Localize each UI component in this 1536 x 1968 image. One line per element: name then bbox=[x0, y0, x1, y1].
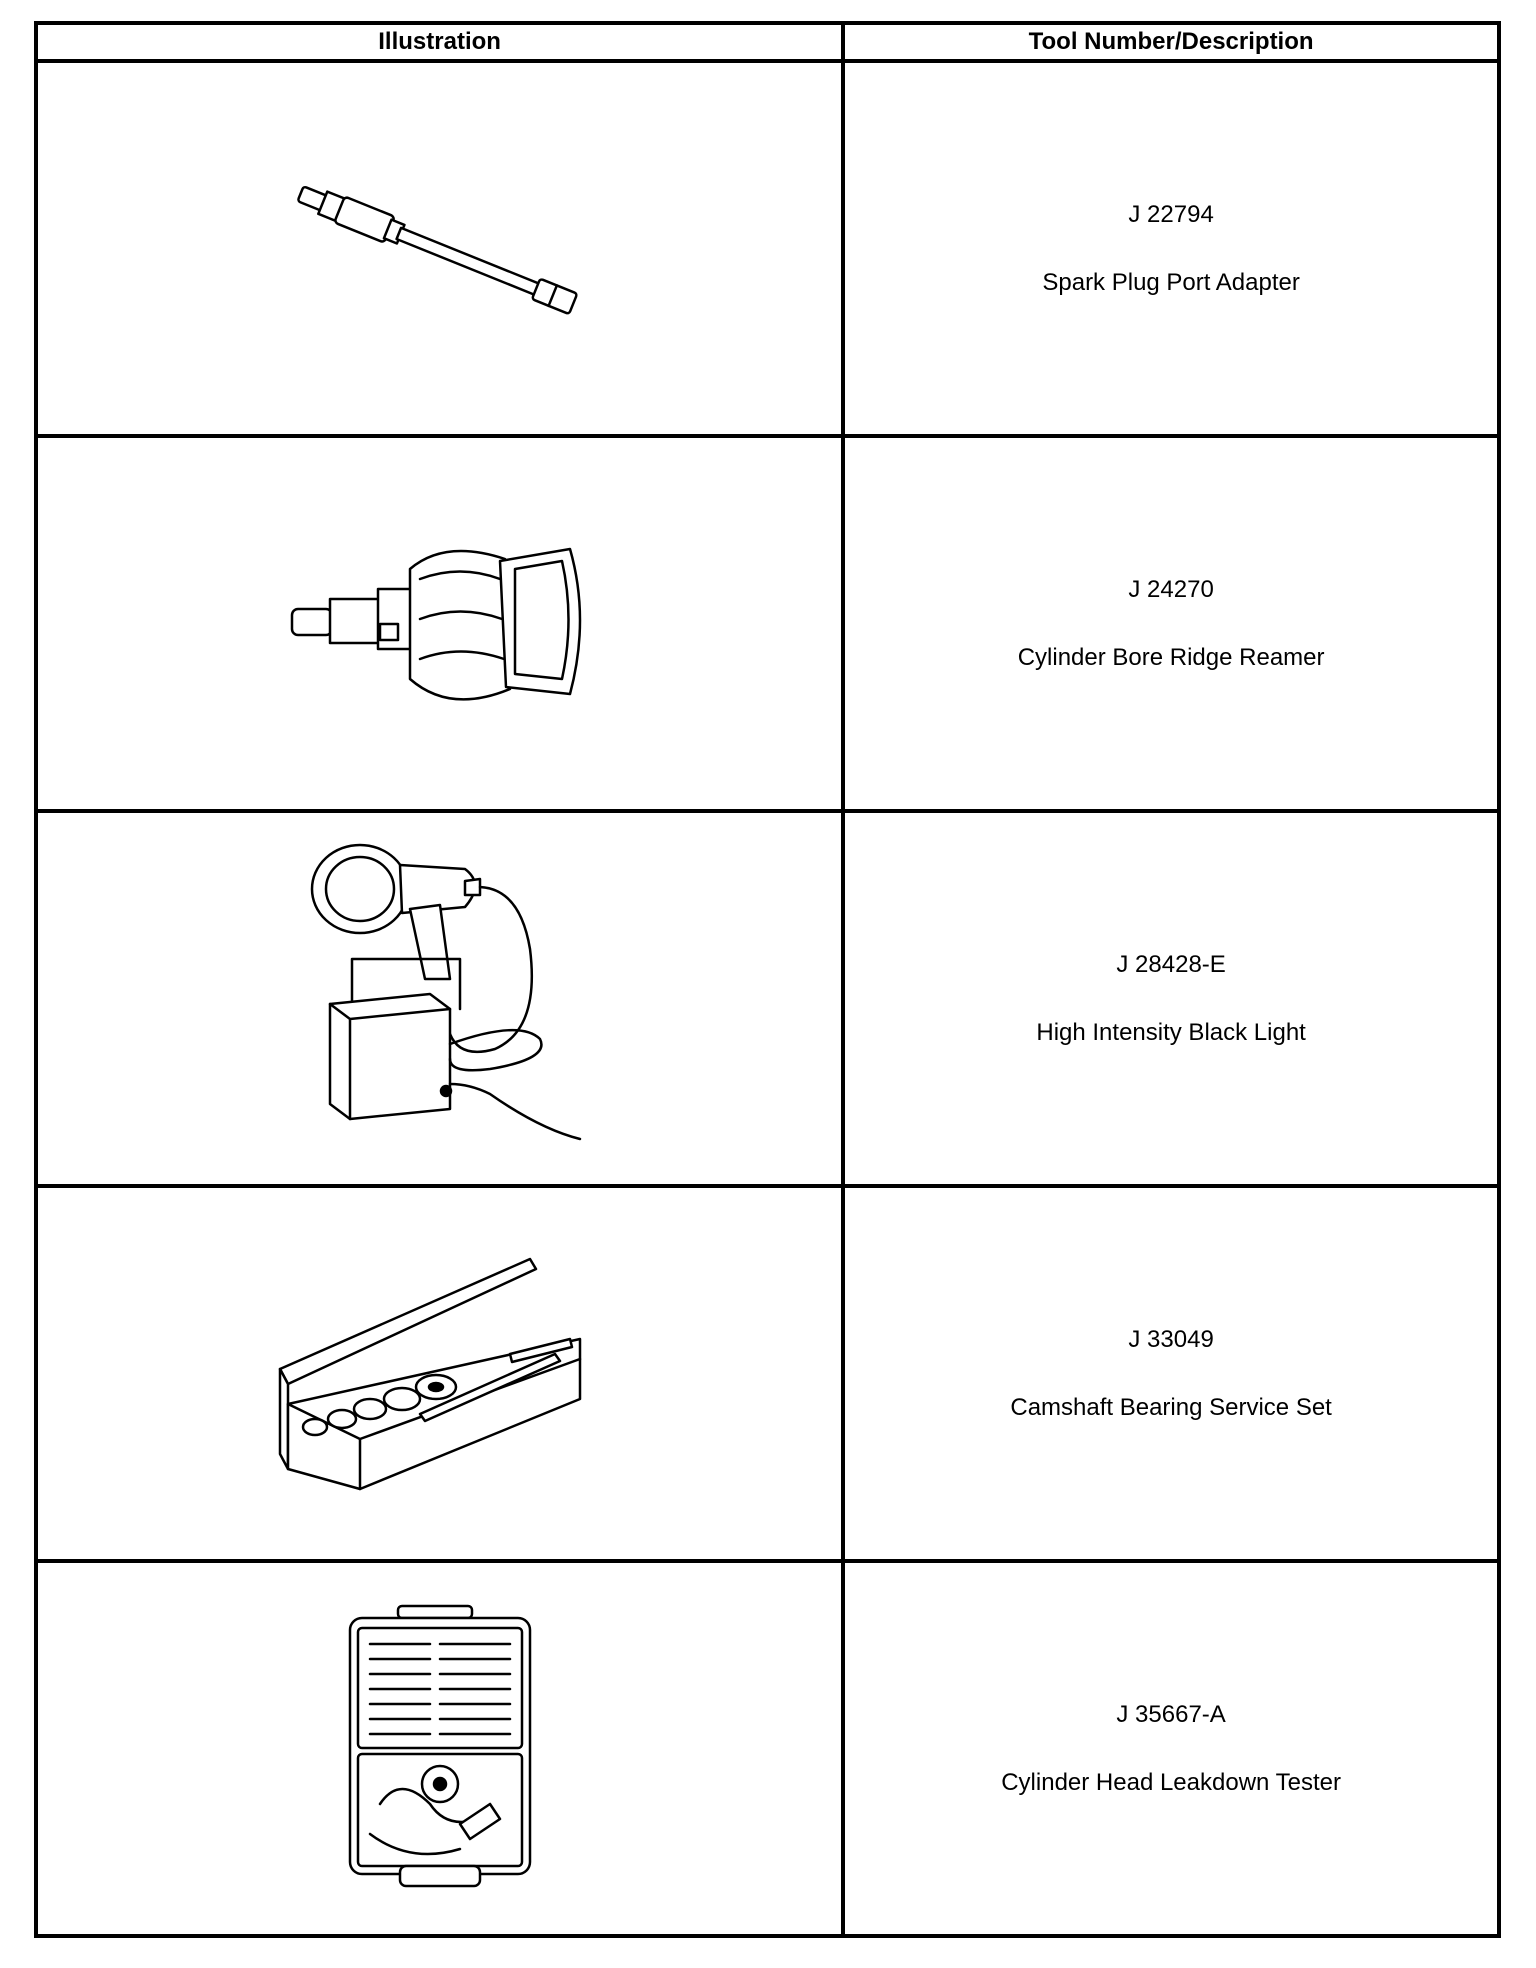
illustration-cell bbox=[36, 1561, 843, 1936]
table-row bbox=[36, 811, 1499, 1186]
description-cell bbox=[843, 811, 1499, 1186]
tool-number: J 24270 bbox=[1128, 575, 1214, 603]
camshaft-bearing-set-illustration bbox=[270, 1239, 610, 1509]
leakdown-tester-illustration bbox=[340, 1604, 540, 1894]
description-cell bbox=[843, 1186, 1499, 1561]
tool-name: Cylinder Bore Ridge Reamer bbox=[1017, 643, 1325, 671]
table-row bbox=[36, 436, 1499, 811]
ridge-reamer-illustration bbox=[270, 539, 610, 709]
header-illustration: Illustration bbox=[36, 23, 843, 61]
tool-name: Camshaft Bearing Service Set bbox=[1010, 1393, 1332, 1421]
illustration-cell bbox=[36, 1186, 843, 1561]
spark-plug-port-adapter-illustration bbox=[270, 174, 610, 324]
description-cell bbox=[843, 1561, 1499, 1936]
tools-table bbox=[34, 21, 1501, 1938]
tool-number: J 35667-A bbox=[1116, 1700, 1226, 1728]
tool-number: J 28428-E bbox=[1116, 950, 1226, 978]
tool-name: Spark Plug Port Adapter bbox=[1042, 268, 1300, 296]
table-row bbox=[36, 1561, 1499, 1936]
table-row bbox=[36, 1186, 1499, 1561]
description-cell bbox=[843, 61, 1499, 436]
header-row bbox=[36, 23, 1499, 61]
illustration-cell bbox=[36, 811, 843, 1186]
illustration-cell bbox=[36, 61, 843, 436]
tool-name: High Intensity Black Light bbox=[1036, 1018, 1306, 1046]
tool-number: J 33049 bbox=[1128, 1325, 1214, 1353]
black-light-illustration bbox=[290, 829, 590, 1169]
table-row bbox=[36, 61, 1499, 436]
tool-number: J 22794 bbox=[1128, 200, 1214, 228]
header-tool-description: Tool Number/Description bbox=[843, 23, 1499, 61]
illustration-cell bbox=[36, 436, 843, 811]
description-cell bbox=[843, 436, 1499, 811]
tool-name: Cylinder Head Leakdown Tester bbox=[1001, 1768, 1341, 1796]
